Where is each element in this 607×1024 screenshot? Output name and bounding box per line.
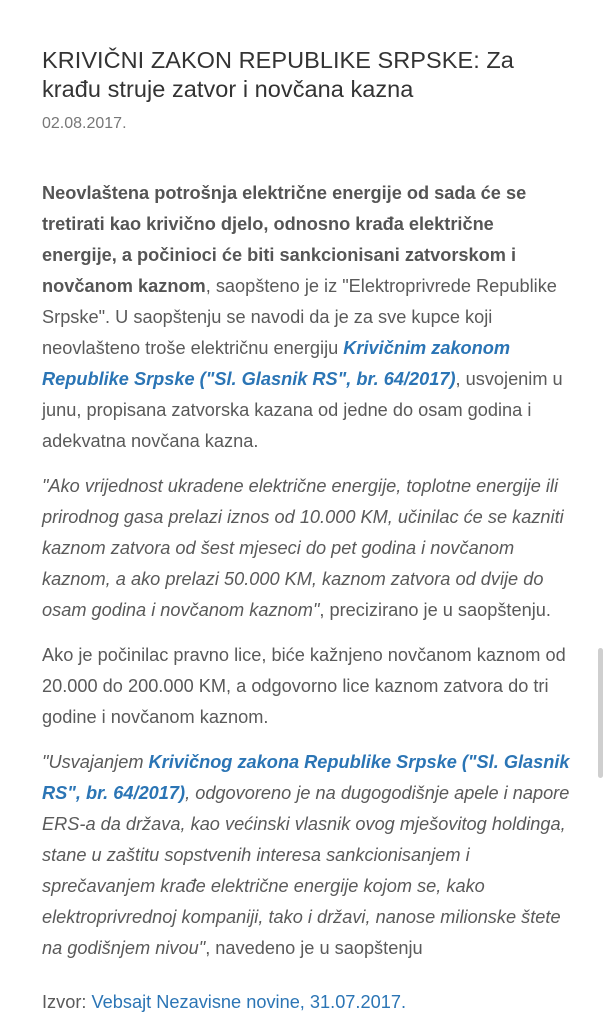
paragraph-quote (42, 471, 572, 626)
intro-bold-text: Neovlaštena potrošnja električne energije od sada će se tretirati kao krivično djelo, odnosno krađa električne energije, a počinioci će biti sankcionisani zatvorskom i novčanom kaznom (42, 183, 527, 296)
source-label: Izvor: (42, 992, 92, 1012)
closing-quote-end: , odgovoreno je na dugogodišnje apele i napore ERS-a da država, kao većinski vlasnik ovog mješovitog holdinga, stane u zaštitu sopstvenih interesa sankcionisanjem i sprečavanjem krađe električne energije kojom se, kako elektroprivrednoj kompaniji, tako i državi, nanose milionske štete na godišnjem nivou" (42, 783, 570, 958)
article (42, 46, 572, 978)
source-link[interactable]: Vebsajt Nezavisne novine, 31.07.2017. (91, 992, 406, 1012)
law-link-2[interactable]: Krivičnog zakona Republike Srpske ("Sl. Glasnik RS", br. 64/2017) (42, 752, 570, 803)
closing-attribution: , navedeno je u saopštenju (205, 938, 423, 958)
intro-text-end: , usvojenim u junu, propisana zatvorska kazana od jedne do osam godina i adekvatna novčana kazna. (42, 369, 563, 451)
quote-text: "Ako vrijednost ukradene električne energije, toplotne energije ili prirodnog gasa prelazi iznos od 10.000 KM, učinilac će se kazniti kaznom zatvora od šest mjeseci do pet godina i novčanom kaznom, a ako prelazi 50.000 KM, kaznom zatvora od dvije do osam godina i novčanom kaznom" (42, 476, 564, 620)
paragraph-intro (42, 178, 572, 457)
closing-quote-start: "Usvajanjem (42, 752, 149, 772)
article-body (42, 178, 572, 964)
quote-attribution: , precizirano je u saopštenju. (319, 600, 551, 620)
paragraph-legal-entity: Ako je počinilac pravno lice, biće kažnjeno novčanom kaznom od 20.000 do 200.000 KM, a odgovorno lice kaznom zatvora do tri godine i novčanom kaznom. (42, 645, 566, 727)
law-link[interactable]: Krivičnim zakonom Republike Srpske ("Sl. Glasnik RS", br. 64/2017) (42, 338, 511, 389)
paragraph-closing-quote (42, 747, 572, 964)
intro-text: , saopšteno je iz "Elektroprivrede Republike Srpske". U saopštenju se navodi da je za sve kupce koji neovlašteno troše električnu energiju (42, 276, 557, 358)
article-title: KRIVIČNI ZAKON REPUBLIKE SRPSKE: Za krađu struje zatvor i novčana kazna (42, 47, 514, 102)
source-line (42, 992, 406, 1013)
article-date: 02.08.2017. (42, 115, 127, 132)
scrollbar[interactable] (598, 648, 603, 778)
